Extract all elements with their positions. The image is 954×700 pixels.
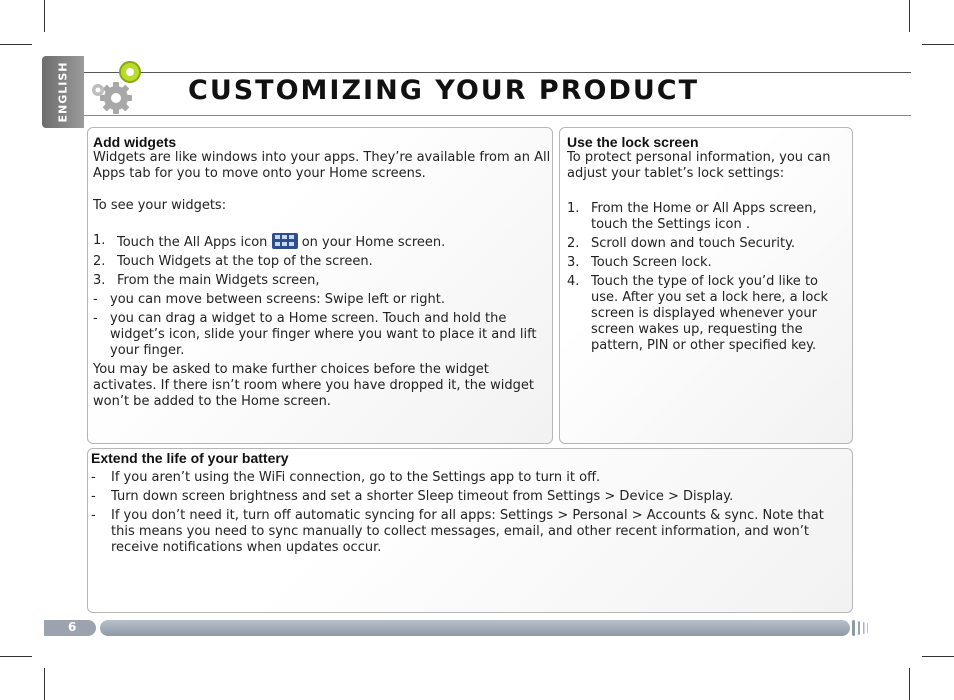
list-item: 2. Scroll down and touch Security. xyxy=(567,236,796,251)
crop-mark xyxy=(44,0,45,32)
list-item: - you can move between screens: Swipe left or right. xyxy=(93,292,445,307)
header-rule-bottom xyxy=(84,115,911,116)
add-widgets-lead: To see your widgets: xyxy=(93,198,227,213)
add-widgets-panel xyxy=(87,127,553,444)
footer-bar xyxy=(100,620,850,636)
list-item: 2. Touch Widgets at the top of the screen. xyxy=(93,254,373,269)
add-widgets-bullets xyxy=(93,292,552,359)
list-item: 3. From the main Widgets screen, xyxy=(93,273,320,288)
language-tab xyxy=(42,56,84,128)
crop-mark xyxy=(909,668,910,700)
crop-mark xyxy=(909,0,910,32)
lock-screen-panel xyxy=(559,127,853,444)
list-item: 1. Touch the All Apps icon on your Home screen. xyxy=(93,233,446,250)
language-label: ENGLISH xyxy=(56,61,70,123)
page-number: 6 xyxy=(68,620,77,634)
list-item: - you can drag a widget to a Home screen. Touch and hold the widget’s icon, slide your finger where you want to place it and lift your finger. xyxy=(93,311,537,358)
add-widgets-heading: Add widgets xyxy=(93,134,177,150)
list-item: - If you don’t need it, turn off automatic syncing for all apps: Settings > Personal > Accounts & sync. Note that this means you need to sync manually to collect messages, email, and other recent information, and won’t receive notifications when updates occur. xyxy=(91,508,824,555)
lock-screen-steps xyxy=(567,201,848,354)
list-item: 4. Touch the type of lock you’d like to use. After you set a lock here, a lock screen is displayed whenever your screen wakes up, requesting the pattern, PIN or other specified key. xyxy=(567,274,829,353)
list-item: 1. From the Home or All Apps screen, touch the Settings icon . xyxy=(567,201,817,232)
crop-mark xyxy=(922,44,954,45)
crop-mark xyxy=(0,44,32,45)
list-item: - If you aren’t using the WiFi connection, go to the Settings app to turn it off. xyxy=(91,470,601,485)
crop-mark xyxy=(0,656,32,657)
list-item: - Turn down screen brightness and set a shorter Sleep timeout from Settings > Device > Display. xyxy=(91,489,734,504)
lock-screen-intro: To protect personal information, you can adjust your tablet’s lock settings: xyxy=(567,150,831,181)
battery-bullets xyxy=(91,470,832,556)
add-widgets-note: You may be asked to make further choices before the widget activates. If there isn’t room where you have dropped it, the widget won’t be added to the Home screen. xyxy=(93,362,534,409)
gears-icon xyxy=(86,56,148,118)
battery-heading: Extend the life of your battery xyxy=(91,450,289,466)
header-rule-top xyxy=(84,72,911,73)
add-widgets-intro: Widgets are like windows into your apps. They’re available from an All Apps tab for you to move onto your Home screens. xyxy=(93,150,551,181)
all-apps-icon xyxy=(272,233,298,249)
page-title: CUSTOMIZING YOUR PRODUCT xyxy=(188,75,700,106)
battery-panel xyxy=(87,448,853,613)
lock-screen-heading: Use the lock screen xyxy=(567,134,699,150)
list-item: 3. Touch Screen lock. xyxy=(567,255,712,270)
crop-mark xyxy=(44,668,45,700)
crop-mark xyxy=(922,656,954,657)
footer-chevrons-icon xyxy=(852,618,874,638)
page-number-tab xyxy=(44,620,96,636)
add-widgets-steps xyxy=(93,233,552,289)
